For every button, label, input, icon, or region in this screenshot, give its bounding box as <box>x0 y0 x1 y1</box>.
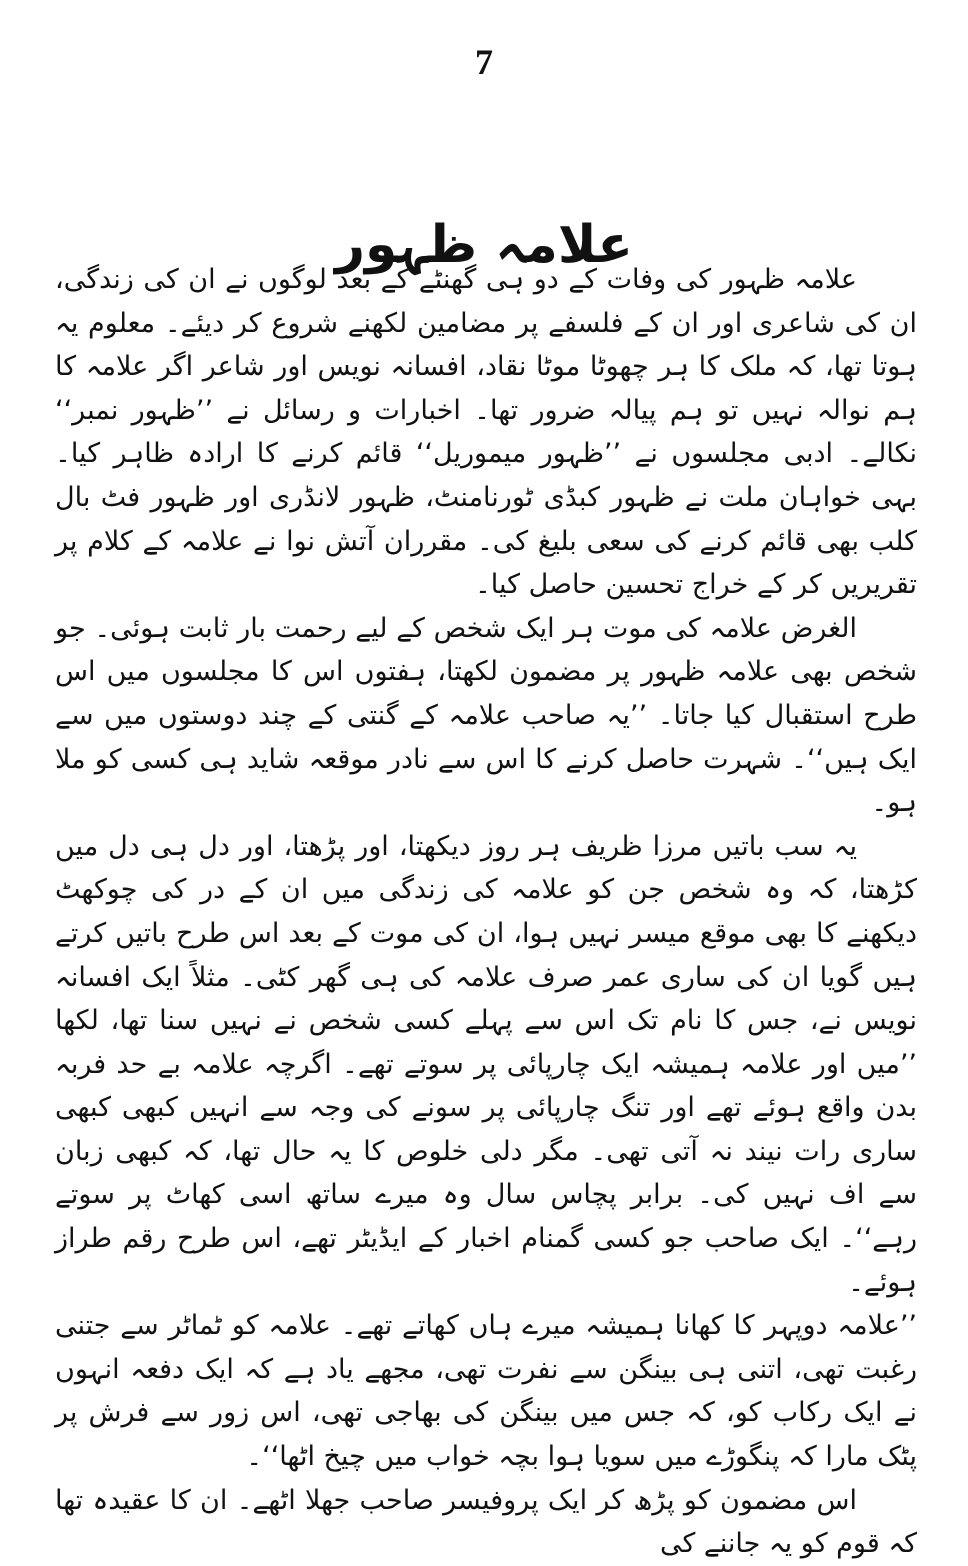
paragraph-3: یہ سب باتیں مرزا ظریف ہر روز دیکھتا، اور پڑھتا، اور دل ہی دل میں کڑھتا، کہ وہ شخص جن کو علامہ کی زندگی میں ان کے در کی چوکھٹ دیکھنے کا بھی موقع میسر نہیں ہوا، ان کی موت کے بعد اس طرح باتیں کرتے ہیں گویا ان کی ساری عمر صرف علامہ کی ہی گھر کٹی۔ مثلاً ایک افسانہ نویس نے، جس کا نام تک اس سے پہلے کسی شخص نے نہیں سنا تھا، لکھا ’’میں اور علامہ ہمیشہ ایک چارپائی پر سوتے تھے۔ اگرچہ علامہ بے حد فربہ بدن واقع ہوئے تھے اور تنگ چارپائی پر سونے کی وجہ سے انہیں کبھی کبھی ساری رات نیند نہ آتی تھی۔ مگر دلی خلوص کا یہ حال تھا، کہ کبھی زبان سے اف نہیں کی۔ برابر پچاس سال وہ میرے ساتھ اسی کھاٹ پر سوتے رہے‘‘۔ ایک صاحب جو کسی گمنام اخبار کے ایڈیٹر تھے، اس طرح رقم طراز ہوئے۔ <box>55 830 917 1298</box>
article-body <box>55 258 917 1566</box>
page-number: 7 <box>475 42 493 82</box>
paragraph-4-quote: ’’علامہ دوپہر کا کھانا ہمیشہ میرے ہاں کھاتے تھے۔ علامہ کو ٹماٹر سے جتنی رغبت تھی، اتنی ہی بینگن سے نفرت تھی، مجھے یاد ہے کہ ایک دفعہ انہوں نے ایک رکاب کو، کہ جس میں بینگن کی بھاجی تھی، اس زور سے فرش پر پٹک مارا کہ پنگوڑے میں سویا ہوا بچہ خواب میں چیخ اٹھا‘‘۔ <box>55 1310 917 1473</box>
page-title: علامہ ظہور <box>335 214 633 275</box>
paragraph-1: علامہ ظہور کی وفات کے دو ہی گھنٹے کے بعد لوگوں نے ان کی زندگی، ان کی شاعری اور ان کے فلسفے پر مضامین لکھنے شروع کر دیئے۔ معلوم یہ ہوتا تھا، کہ ملک کا ہر چھوٹا موٹا نقاد، افسانہ نویس اور شاعر اگر علامہ کا ہم نوالہ نہیں تو ہم پیالہ ضرور تھا۔ اخبارات و رسائل نے ’’ظہور نمبر‘‘ نکالے۔ ادبی مجلسوں نے ’’ظہور میموریل‘‘ قائم کرنے کا ارادہ ظاہر کیا۔ بہی خواہان ملت نے ظہور کبڈی ٹورنامنٹ، ظہور لانڈری اور ظہور فٹ بال کلب بھی قائم کرنے کی سعی بلیغ کی۔ مقرران آتش نوا نے علامہ کے کلام پر تقریریں کر کے خراج تحسین حاصل کیا۔ <box>55 264 917 601</box>
paragraph-5: اس مضمون کو پڑھ کر ایک پروفیسر صاحب جھلا اٹھے۔ ان کا عقیدہ تھا کہ قوم کو یہ جاننے کی <box>55 1484 917 1560</box>
paragraph-2: الغرض علامہ کی موت ہر ایک شخص کے لیے رحمت بار ثابت ہوئی۔ جو شخص بھی علامہ ظہور پر مضمون لکھتا، ہفتوں اس کا مجلسوں میں اس طرح استقبال کیا جاتا۔ ’’یہ صاحب علامہ کے گنتی کے چند دوستوں میں سے ایک ہیں‘‘۔ شہرت حاصل کرنے کا اس سے نادر موقعہ شاید ہی کسی کو ملا ہو۔ <box>55 612 917 819</box>
